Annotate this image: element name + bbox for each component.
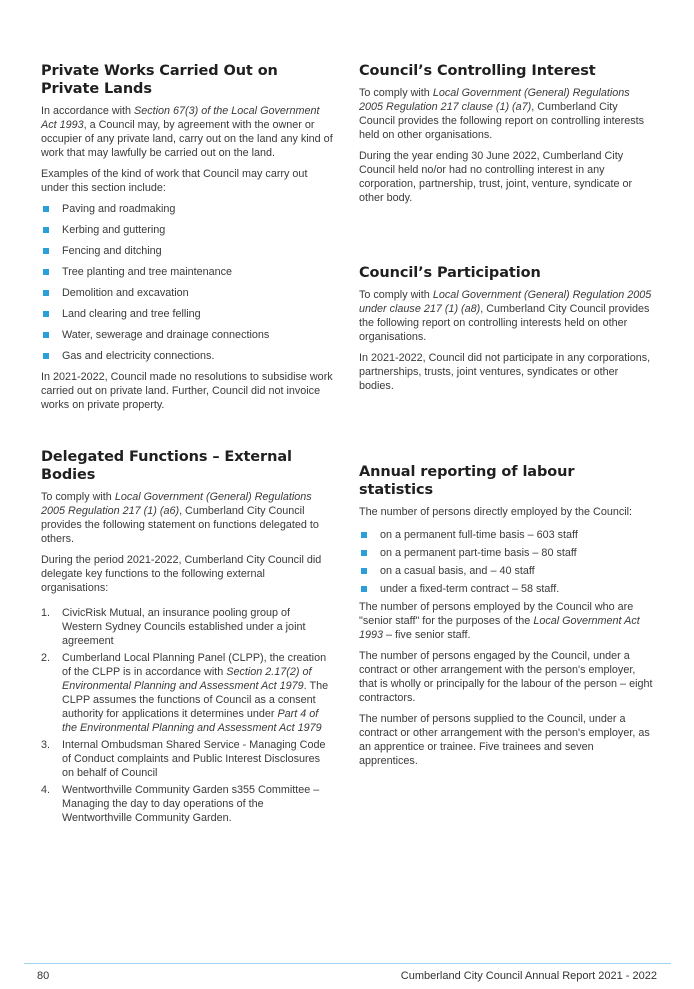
private-works-section bbox=[41, 62, 333, 412]
labour-statistics-intro: The number of persons directly employed by the Council: bbox=[359, 506, 633, 518]
square-bullet-icon bbox=[361, 586, 367, 592]
participation-statement: In 2021-2022, Council did not participate in any corporations, partnerships, trusts, joint ventures, syndicates or other bodies. bbox=[359, 352, 651, 392]
list-item: Water, sewerage and drainage connections bbox=[41, 328, 333, 342]
list-item: 2. Cumberland Local Planning Panel (CLPP), the creation of the CLPP is in accordance with Section 2.17(2) of Environmental Planning and Assessment Act 1979. The CLPP assumes the functions of Council as a consent authority for applications it determines under Part 4 of the Environmental Planning and Assessment Act 1979 bbox=[41, 652, 329, 734]
controlling-interest-statement: During the year ending 30 June 2022, Cumberland City Council held no/or had no controlling interest in any corporation, partnership, trust, joint, venture, syndicate or other body. bbox=[359, 150, 633, 204]
list-item: Paving and roadmaking bbox=[41, 202, 333, 216]
controlling-interest-intro: To comply with Local Government (General) Regulations 2005 Regulation 217 clause (1) (a7), Cumberland City Council provides the following report on controlling interests held on other organisations. bbox=[359, 87, 645, 141]
list-item: 3. Internal Ombudsman Shared Service - Managing Code of Conduct complaints and Public Interest Disclosures on behalf of Council bbox=[41, 739, 326, 779]
square-bullet-icon bbox=[43, 311, 49, 317]
apprentices-statement: The number of persons supplied to the Council, under a contract or other arrangement with the person's employer, as an apprentice or trainee. Five trainees and seven apprentices. bbox=[359, 713, 650, 767]
private-works-intro: In accordance with Section 67(3) of the Local Government Act 1993, a Council may, by agreement with the owner or occupier of any private land, carry out on the land any kind of work that may lawfully be carried out on the land. bbox=[41, 105, 333, 159]
list-item: Tree planting and tree maintenance bbox=[41, 265, 333, 279]
delegated-functions-list bbox=[41, 606, 333, 825]
footer-report-title: Cumberland City Council Annual Report 2021 - 2022 bbox=[400, 970, 657, 982]
contractors-statement: The number of persons engaged by the Council, under a contract or other arrangement with the person's employer, that is wholly or principally for the labour of the person – eight contractors. bbox=[359, 650, 653, 704]
delegated-functions-period: During the period 2021-2022, Cumberland City Council did delegate key functions to the following external organisations: bbox=[41, 554, 322, 594]
page-number: 80 bbox=[37, 970, 50, 982]
list-item: Fencing and ditching bbox=[41, 244, 333, 258]
participation-heading: Council’s Participation bbox=[359, 265, 541, 281]
list-item: on a permanent full-time basis – 603 staff bbox=[359, 528, 653, 542]
labour-statistics-heading: Annual reporting of labour statistics bbox=[359, 464, 575, 498]
list-item: 1. CivicRisk Mutual, an insurance pooling group of Western Sydney Councils established under a joint agreement bbox=[41, 607, 306, 647]
square-bullet-icon bbox=[43, 227, 49, 233]
private-works-list bbox=[41, 202, 333, 363]
private-works-examples-intro: Examples of the kind of work that Council may carry out under this section include: bbox=[41, 168, 308, 194]
delegated-functions-intro: To comply with Local Government (General) Regulations 2005 Regulation 217 (1) (a6), Cumberland City Council provides the following statement on functions delegated to others. bbox=[41, 491, 319, 545]
square-bullet-icon bbox=[361, 568, 367, 574]
private-works-heading: Private Works Carried Out on Private Lands bbox=[41, 63, 278, 97]
square-bullet-icon bbox=[43, 248, 49, 254]
list-item: Kerbing and guttering bbox=[41, 223, 333, 237]
controlling-interest-heading: Council’s Controlling Interest bbox=[359, 63, 596, 79]
delegated-functions-heading: Delegated Functions – External Bodies bbox=[41, 449, 292, 483]
list-item: on a casual basis, and – 40 staff bbox=[359, 564, 653, 578]
square-bullet-icon bbox=[43, 353, 49, 359]
square-bullet-icon bbox=[361, 532, 367, 538]
senior-staff-statement: The number of persons employed by the Council who are "senior staff" for the purposes of the Local Government Act 1993 – five senior staff. bbox=[359, 601, 640, 641]
square-bullet-icon bbox=[43, 206, 49, 212]
list-item: Gas and electricity connections. bbox=[41, 349, 333, 363]
right-column bbox=[359, 62, 653, 767]
list-item: on a permanent part-time basis – 80 staff bbox=[359, 546, 653, 560]
footer-divider bbox=[24, 963, 671, 964]
square-bullet-icon bbox=[361, 550, 367, 556]
labour-statistics-section bbox=[359, 463, 653, 775]
square-bullet-icon bbox=[43, 332, 49, 338]
left-column bbox=[41, 62, 333, 828]
list-item: under a fixed-term contract – 58 staff. bbox=[359, 582, 653, 596]
labour-statistics-list bbox=[359, 528, 653, 596]
delegated-functions-section bbox=[41, 448, 333, 825]
square-bullet-icon bbox=[43, 290, 49, 296]
list-item: Demolition and excavation bbox=[41, 286, 333, 300]
controlling-interest-section bbox=[359, 62, 653, 205]
private-works-summary: In 2021-2022, Council made no resolutions to subsidise work carried out on private land. Further, Council did not invoice works on private property. bbox=[41, 371, 333, 411]
list-item: Land clearing and tree felling bbox=[41, 307, 333, 321]
participation-section bbox=[359, 264, 653, 400]
list-item: 4. Wentworthville Community Garden s355 Committee – Managing the day to day operations of the Wentworthville Community Garden. bbox=[41, 784, 320, 824]
square-bullet-icon bbox=[43, 269, 49, 275]
participation-intro: To comply with Local Government (General) Regulation 2005 under clause 217 (1) (a8), Cumberland City Council provides the following report on controlling interests held on other organisations. bbox=[359, 289, 652, 343]
